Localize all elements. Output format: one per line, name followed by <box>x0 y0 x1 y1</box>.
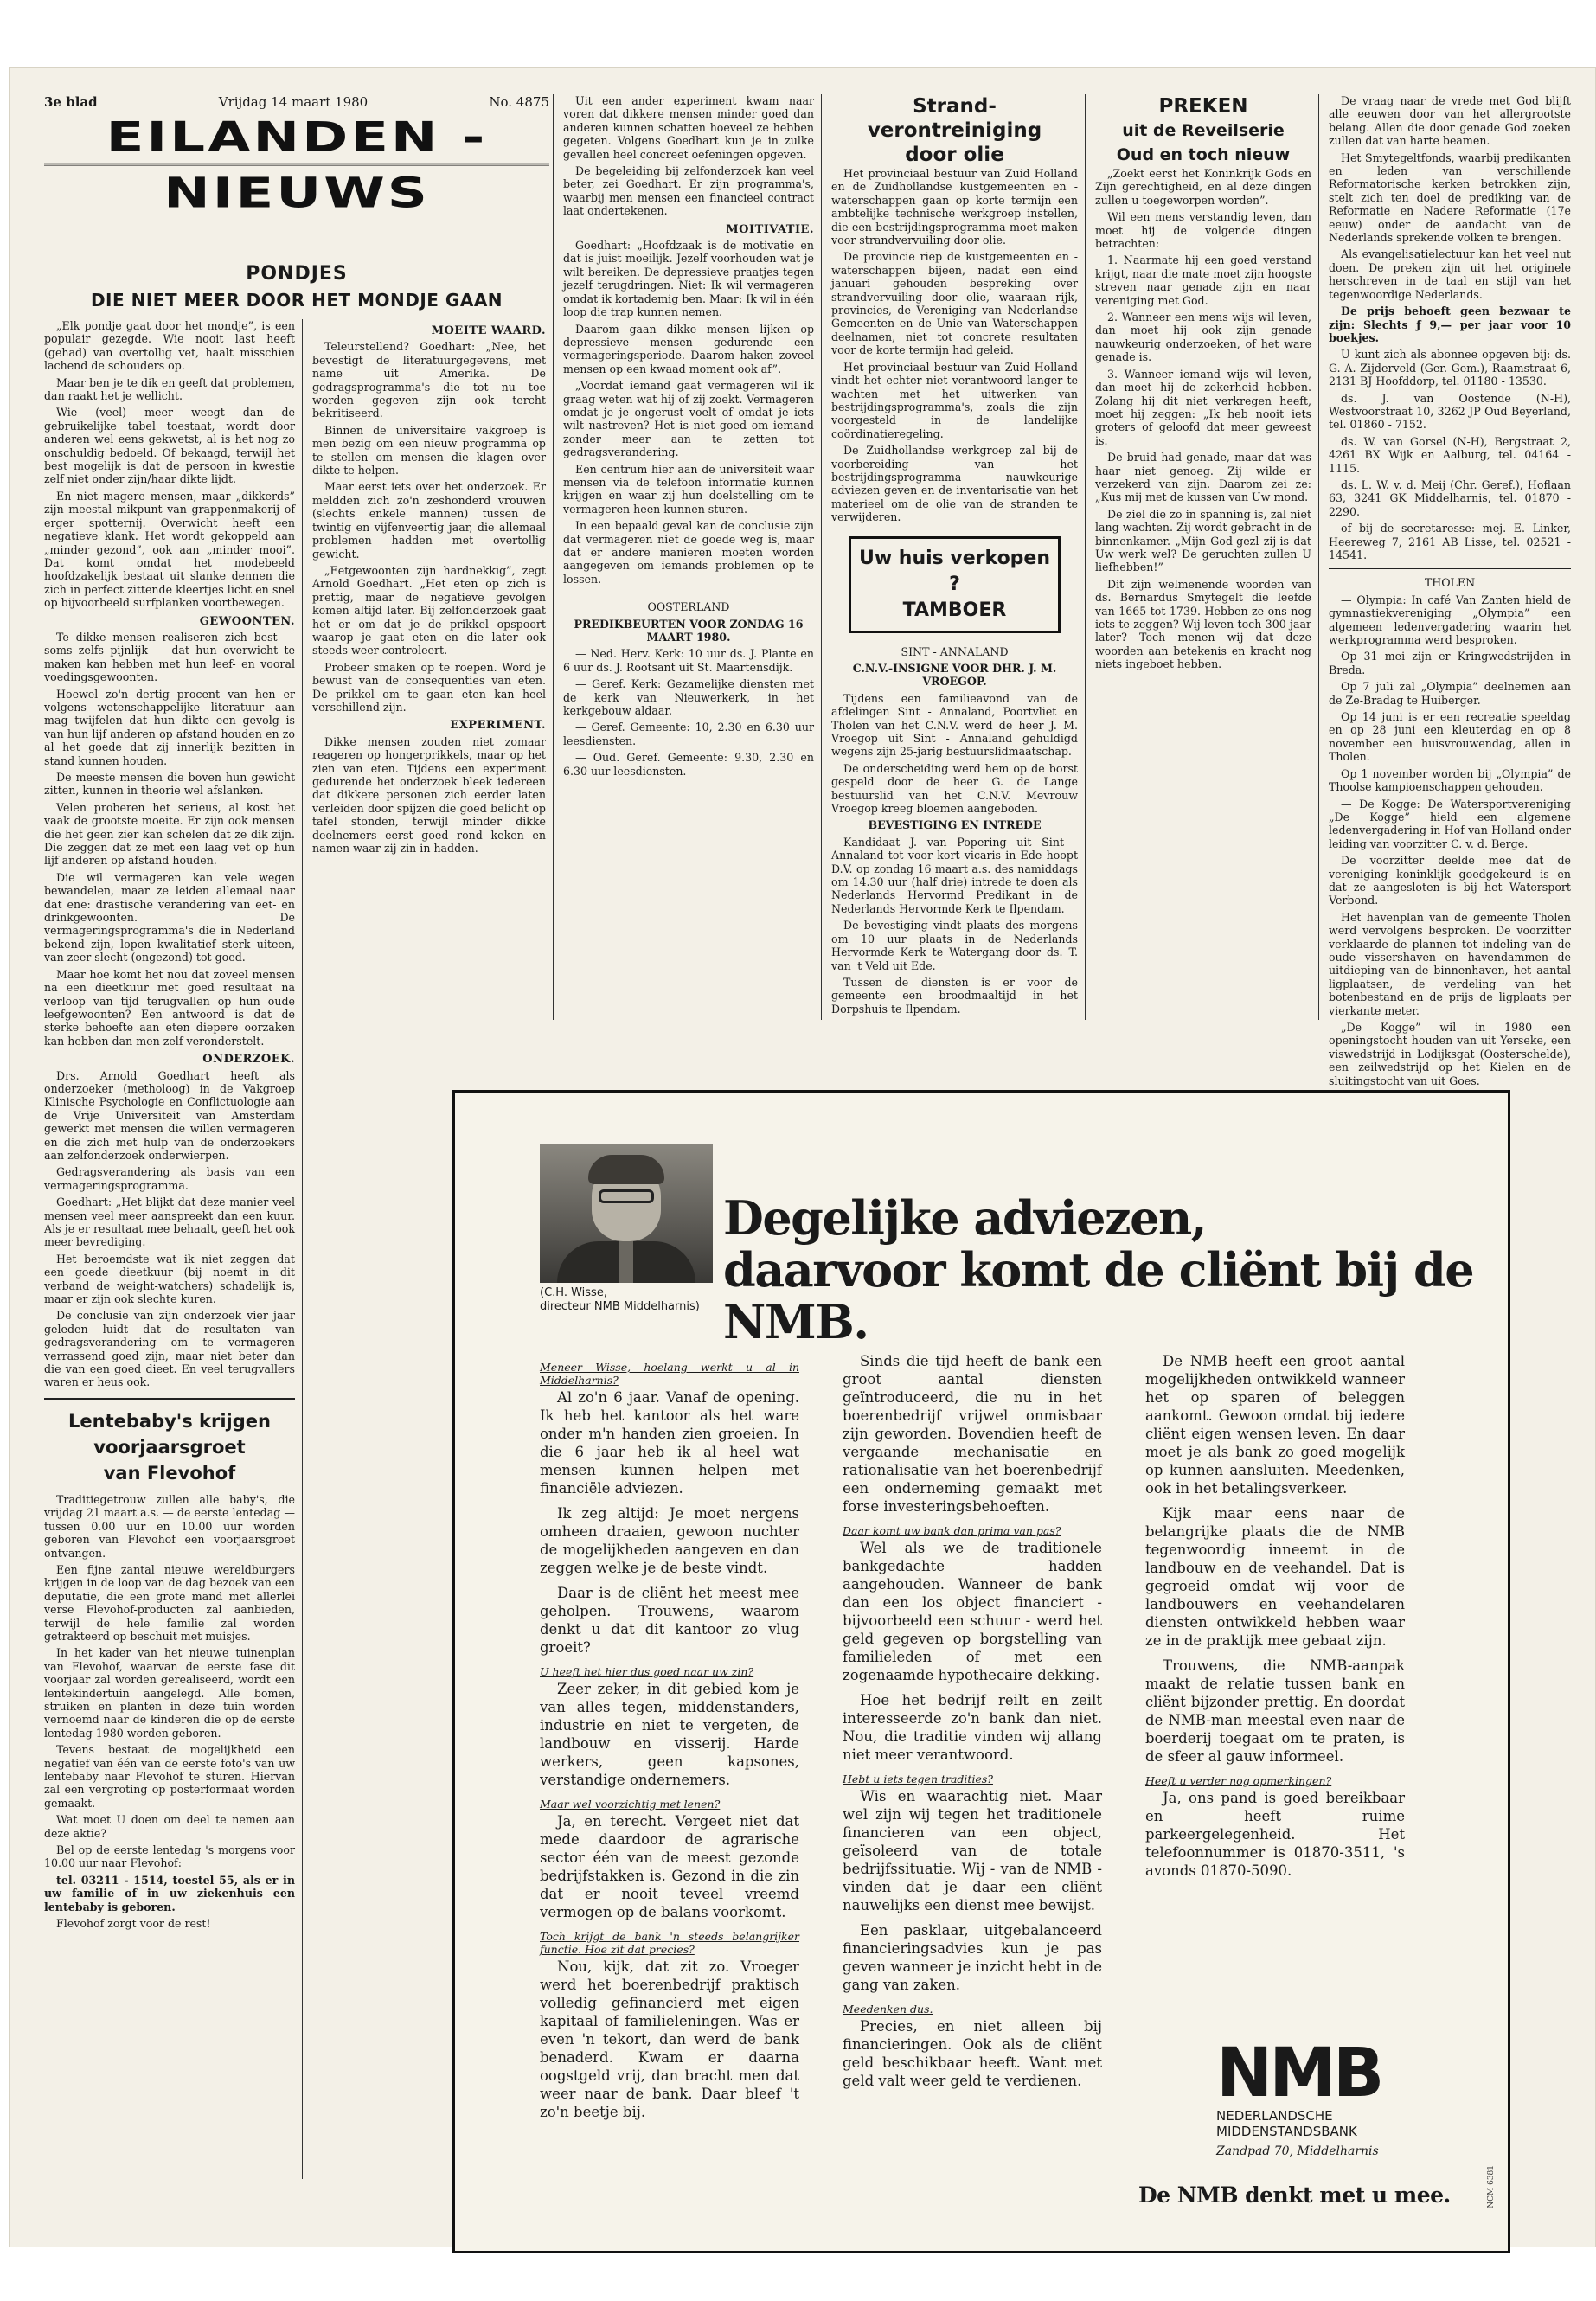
interview-question: Toch krijgt de bank 'n steeds belangrijker functie. Hoe zit dat precies? <box>540 1930 799 1956</box>
paragraph: Uit een ander experiment kwam naar voren dat dikkere mensen minder goed dan anderen kunnen schatten hoeveel ze hebben gegeten. Volgens Goedhart kun je in zulke gevallen heel concreet oefeningen opgeven. <box>563 94 814 161</box>
interview-question: Heeft u verder nog opmerkingen? <box>1145 1774 1332 1787</box>
paragraph: In een bepaald geval kan de conclusie zijn dat vermageren niet de goede weg is, maar dat er andere manieren moeten worden aangegeven om iemands problemen op te lossen. <box>563 519 814 586</box>
column-rule <box>553 94 554 1020</box>
price-info: De prijs behoeft geen bezwaar te zijn: Slechts ƒ 9,— per jaar voor 10 boekjes. <box>1329 304 1571 344</box>
interview-question: Hebt u iets tegen tradities? <box>843 1772 993 1785</box>
ad-column-2 <box>843 1352 1102 2097</box>
article-pondjes-headline <box>44 263 549 311</box>
title-line: Strand- <box>913 95 997 118</box>
page-indicator: 3e blad <box>44 94 98 110</box>
list-item: 2. Wanneer een mens wijs wil leven, dan moet hij ook zijn genade nauwkeurig onderzoeken, of het ware genade is. <box>1095 311 1311 364</box>
church-line: — Oud. Geref. Gemeente: 9.30, 2.30 en 6.30 uur leesdiensten. <box>563 751 814 778</box>
paragraph: Het havenplan van de gemeente Tholen werd vervolgens besproken. De voorzitter verklaarde de plannen tot indeling van de oude vissershaven en havendammen de uitdieping van de binnenhaven, het aantal ligplaatsen, de verdeling van het botenbestand en de prijs de ligplaats per vierkante meter. <box>1329 910 1571 1017</box>
paragraph: De conclusie van zijn onderzoek vier jaar geleden luidt dat de resultaten van gedragsverandering om te vermageren verrassend goed zijn, maar niet beter dan die van een goed dieet. En veel terugvallers waren er heus ook. <box>44 1309 295 1389</box>
portrait-hair <box>588 1155 664 1184</box>
paragraph: Gedragsverandering als basis van een vermageringsprogramma. <box>44 1165 295 1192</box>
title-line: Lentebaby's krijgen <box>68 1410 271 1432</box>
interview-answer: Een pasklaar, uitgebalanceerd financieringsadvies kun je pas geven wanneer je inzicht hebt in de gang van zaken. <box>843 1922 1102 1993</box>
masthead-info <box>44 94 549 110</box>
interview-answer: Kijk maar eens naar de belangrijke plaats die de NMB tegenwoordig inneemt in de landbouw en de veehandel. Dat is gegroeid omdat wij voor de landbouwers en veehandelaren diensten ontwikkeld hebben waar ze in de praktijk mee gebaat zijn. <box>1145 1505 1405 1649</box>
paragraph: De meeste mensen die boven hun gewicht zitten, kunnen in theorie wel afslanken. <box>44 771 295 798</box>
ad-code: NCM 6381 <box>1487 2165 1496 2208</box>
paragraph: Het beroemdste wat ik niet zeggen dat een goede dieetkuur (bij noemt in dit verband de weight-watchers) schadelijk is, maar er zijn ook slechte kuren. <box>44 1252 295 1306</box>
paragraph: De bruid had genade, maar dat was haar niet genoeg. Zij wilde er verzekerd van zijn. Daarom zei ze: „Kus mij met de kussen van Uw mond. <box>1095 451 1311 504</box>
paragraph: De begeleiding bij zelfonderzoek kan veel beter, zei Goedhart. Er zijn programma's, waarbij men mensen een financieel contract laat ondertekenen. <box>563 164 814 218</box>
paragraph: Maar eerst iets over het onderzoek. Er meldden zich zo'n zeshonderd vrouwen (slechts enkele mannen) tussen de twintig en vijfenveertig jaar, die allemaal problemen hadden met overtollig gewicht. <box>312 480 546 561</box>
paragraph: Dit zijn welmenende woorden van ds. Bernardus Smytegelt die leefde van 1665 tot 1739. Hebben ze ons nog iets te zeggen? Wij leven toch 300 jaar later? Toch menen wij dat deze woorden aan betekenis en kracht nog niets ingeboet hebben. <box>1095 577 1311 671</box>
paragraph: Kandidaat J. van Popering uit Sint - Annaland tot voor kort vicaris in Ede hoopt D.V. op zondag 16 maart a.s. des namiddags om 14.30 uur (half drie) intrede te doen als Nederlands Hervormd Predikant in de Nederlands Hervormde Kerk te Ilpendam. <box>831 835 1078 915</box>
column-5 <box>1095 94 1311 1020</box>
column-2 <box>312 319 546 1063</box>
article-preken-title <box>1095 94 1311 167</box>
paragraph: In het kader van het nieuwe tuinenplan van Flevohof, waarvan de eerste fase dit voorjaar zal worden gerealiseerd, wordt een lentekindertuin aangelegd. Alle bomen, struiken en planten in deze tuin worden vernoemd naar de kinderen die op de eerste lentedag 1980 worden geboren. <box>44 1646 295 1740</box>
paragraph: Maar hoe komt het nou dat zoveel mensen na een dieetkuur met goed resultaat na verloop van tijd terugvallen op hun oude leefgewoonten? Een antwoord is dat de sterke behoefte aan eten diepere oorzaken kan hebben dan men zelf veronderstelt. <box>44 967 295 1048</box>
list-item: 3. Wanneer iemand wijs wil leven, dan moet hij de zekerheid hebben. Zolang hij dit niet verkregen heeft, moet hij zeggen: „Ik heb nooit iets groters of geloofd dat meer geweest is. <box>1095 367 1311 447</box>
paragraph: Op 7 juli zal „Olympia” deelnemen aan de Ze-Bradag te Huiberger. <box>1329 680 1571 707</box>
paragraph: De bevestiging vindt plaats des morgens om 10 uur plaats in de Nederlands Hervormde Kerk te Watergang door ds. T. van 't Veld uit Ede. <box>831 919 1078 972</box>
church-line: — Ned. Herv. Kerk: 10 uur ds. J. Plante en 6 uur ds. J. Rootsant uit St. Maartensdijk. <box>563 647 814 674</box>
interview-question: Meedenken dus. <box>843 2003 933 2016</box>
interview-answer: Precies, en niet alleen bij financieringen. Ook als de cliënt geld beschikbaar heeft. Want met geld valt weer geld te verdienen. <box>843 2018 1102 2089</box>
interview-answer: Ja, ons pand is goed bereikbaar en heeft ruime parkeergelegenheid. Het telefoonnummer is 01870-3511, 's avonds 01870-5090. <box>1145 1790 1405 1879</box>
address: ds. J. van Oostende (N-H), Westvoorstraat 10, 3262 JP Oud Beyerland, tel. 01860 - 7152. <box>1329 391 1571 432</box>
paragraph: „Zoekt eerst het Koninkrijk Gods en Zijn gerechtigheid, en al deze dingen zullen u toegeworpen worden”. <box>1095 167 1311 207</box>
paragraph: Wat moet U doen om deel te nemen aan deze aktie? <box>44 1813 295 1840</box>
paragraph: De voorzitter deelde mee dat de vereniging koninklijk goedgekeurd is en dat ze aangesloten is bij het Watersport Verbond. <box>1329 854 1571 907</box>
contact-info: tel. 03211 - 1514, toestel 55, als er in uw familie of in uw ziekenhuis een lentebaby is geboren. <box>44 1873 295 1913</box>
paragraph: Dikke mensen zouden niet zomaar reageren op hongerprikkels, maar op het zien van eten. Tijdens een experiment gedurende het onderzoek bleek iedereen dat dikkere personen zich eerder laten verleiden door spijzen die goed belicht op tafel stonden, terwijl minder dikke deelnemers eerst goed rond keken en namen waar zij zin in hadden. <box>312 734 546 856</box>
paragraph: De vraag naar de vrede met God blijft alle eeuwen door van het allergrootste belang. Allen die door genade God zoeken zullen dat van harte beamen. <box>1329 94 1571 148</box>
interview-answer: Zeer zeker, in dit gebied kom je van alles tegen, middenstanders, industrie en niet te vergeten, de landbouw en visserij. Harde werkers, geen kapsones, verstandige ondernemers. <box>540 1681 799 1788</box>
paragraph: Een centrum hier aan de universiteit waar mensen via de telefoon informatie kunnen krijgen en waar zij hun doelstelling om te vermageren heen kunnen sturen. <box>563 462 814 516</box>
subheading: GEWOONTEN. <box>199 614 295 628</box>
paragraph: „De Kogge” wil in 1980 een openingstocht houden van uit Yerseke, een viswedstrijd in Lodijksgat (Oosterschelde), een zeilwedstrijd op het Kielen en de sluitingstocht van uit Goes. <box>1329 1021 1571 1087</box>
paragraph: Het provinciaal bestuur van Zuid Holland vindt het echter niet verantwoord langer te wachten met het uitwerken van bestrijdingsprogramma's, zoals die zijn voorgesteld in de landelijke coördinatieregeling. <box>831 360 1078 440</box>
paragraph: Het Smytegeltfonds, waarbij predikanten en leden van verschillende Reformatorische kerken betrokken zijn, stelt zich ten doel de prediking van de Reformatie en Nadere Reformatie (17e eeuw) onder de aandacht van de Nederlands sprekende volken te brengen. <box>1329 151 1571 245</box>
paragraph: — De Kogge: De Watersportvereniging „De Kogge” hield een algemene ledenvergadering in Hof van Holland onder leiding van voorzitter C. v. d. Berge. <box>1329 797 1571 850</box>
paragraph: — Olympia: In café Van Zanten hield de gymnastiekvereniging „Olympia” een algemeen ledenvergadering waarin het werkprogramma werd besproken. <box>1329 593 1571 647</box>
nmb-advertisement <box>452 1090 1510 2253</box>
subheading: MOITIVATIE. <box>726 222 814 236</box>
interview-question: Maar wel voorzichtig met lenen? <box>540 1798 721 1811</box>
interview-answer: Ik zeg altijd: Je moet nergens omheen draaien, gewoon nuchter de mogelijkheden aangeven en dan zeggen welke je de beste vindt. <box>540 1505 799 1576</box>
column-4 <box>831 94 1078 1020</box>
bank-name-line: NEDERLANDSCHE <box>1216 2108 1333 2124</box>
title-line: voorjaarsgroet <box>93 1436 246 1458</box>
column-rule <box>302 319 303 2179</box>
box-line: TAMBOER <box>902 599 1007 621</box>
paragraph: Tijdens een familieavond van de afdelingen Sint - Annaland, Poortvliet en Tholen van het C.N.V. werd de heer J. M. Vroegop uit Sint - Annaland gehuldigd wegens zijn 25-jarig bestuurslidmaatschap. <box>831 691 1078 759</box>
paragraph: Wie (veel) meer weegt dan de gebruikelijke tabel toestaat, wordt door anderen wel eens gekwetst, al is het nog zo onschuldig bedoeld. Of bekaagd, terwijl het best mogelijk is dat de persoon in kwestie zelf niet onder zijn/haar dikte lijdt. <box>44 406 295 486</box>
issue-date: Vrijdag 14 maart 1980 <box>218 94 369 110</box>
director-portrait <box>540 1144 713 1283</box>
bank-slogan: De NMB denkt met u mee. <box>1138 2182 1451 2208</box>
tamboer-ad-box <box>849 536 1061 633</box>
title-line: uit de Reveilserie <box>1122 121 1285 140</box>
address: ds. L. W. v. d. Meij (Chr. Geref.), Hoflaan 63, 3241 GK Middelharnis, tel. 01870 - 2290. <box>1329 478 1571 518</box>
address: U kunt zich als abonnee opgeven bij: ds. G. A. Zijderveld (Ger. Gem.), Raamstraat 6, 2131 BJ Hoofddorp, tel. 01180 - 13530. <box>1329 348 1571 388</box>
paragraph: Die wil vermageren kan vele wegen bewandelen, maar ze leiden allemaal naar dat ene: drastische verandering van eet- en drinkgewoonten. De vermageringsprogramma's die in Nederland bekend zijn, lopen kwalitatief sterk uiteen, van zeer slecht (ongezond) tot goed. <box>44 870 295 965</box>
column-rule <box>821 94 822 1020</box>
paragraph: De provincie riep de kustgemeenten en -waterschappen bijeen, nadat een eind januari gehouden bespreking over strandvervuiling door olie, waaraan rijk, provincies, de Vereniging van Nederlandse Gemeenten en de Unie van Waterschappen deelnamen, niet tot concrete resultaten voor de korte termijn had geleid. <box>831 250 1078 357</box>
interview-answer: De NMB heeft een groot aantal mogelijkheden ontwikkeld wanneer het op sparen of beleggen aankomt. Gewoon omdat bij iedere cliënt eigen wensen leven. En daar moet je als bank zo goed mogelijk op kunnen aansluiten. Meedenken, ook in het betalingsverkeer. <box>1145 1353 1405 1497</box>
column-3 <box>563 94 814 1020</box>
paragraph: Op 31 mei zijn er Kringwedstrijden in Breda. <box>1329 650 1571 676</box>
church-line: — Geref. Kerk: Gezamelijke diensten met de kerk van Nieuwerkerk, in het kerkgebouw aldaar. <box>563 677 814 718</box>
title-line: Oud en toch nieuw <box>1116 145 1291 164</box>
paragraph: Te dikke mensen realiseren zich best — soms zelfs pijnlijk — dat hun overwicht te maken kan hebben met hun leef- en vooral voedingsgewoonten. <box>44 630 295 684</box>
newspaper-page <box>9 67 1596 2247</box>
title-line: van Flevohof <box>103 1462 236 1484</box>
subheading: BEVESTIGING EN INTREDE <box>868 818 1042 832</box>
interview-answer: Ja, en terecht. Vergeet niet dat mede daardoor de agrarische sector één van de meest gezonde bedrijfstakken is. Gezond in die zin dat er nooit teveel vreemd vermogen op de balans voorkomt. <box>540 1813 799 1920</box>
interview-question: Daar komt uw bank dan prima van pas? <box>843 1524 1061 1537</box>
paragraph: Hoewel zo'n dertig procent van hen er volgens wetenschappelijke literatuur aan mag twijfelen dat hun dikte een gevolg is van hun lijf anderen op afstand houden en zo al het goede dat zij innerlijk bezitten in stand kunnen houden. <box>44 687 295 767</box>
portrait-caption <box>540 1286 700 1314</box>
interview-answer: Daar is de cliënt het meest mee geholpen. Trouwens, waarom denkt u dat dit kantoor zo vlug groeit? <box>540 1585 799 1656</box>
paragraph: Maar ben je te dik en geeft dat problemen, dan raakt het je wellicht. <box>44 375 295 403</box>
section-title: PREDIKBEURTEN VOOR ZONDAG 16 MAART 1980. <box>574 617 804 644</box>
bank-name <box>1216 2108 1357 2139</box>
paragraph: Probeer smaken op te roepen. Word je bewust van de consequenties van eten. De prikkel om te gaan eten kan heel verschillend zijn. <box>312 660 546 714</box>
paragraph: Bel op de eerste lentedag 's morgens voor 10.00 uur naar Flevohof: <box>44 1843 295 1870</box>
subheading: EXPERIMENT. <box>450 719 546 733</box>
paragraph: De ziel die zo in spanning is, zal niet lang wachten. Zij wordt gebracht in de binnenkamer. „Mijn God-gezl zij-is dat Uw werk wel? De geruchten zullen U liefhebben!” <box>1095 507 1311 574</box>
title-line: PREKEN <box>1158 95 1248 118</box>
interview-answer: Al zo'n 6 jaar. Vanaf de opening. Ik heb het kantoor als het ware onder m'n handen zien groeien. In die 6 jaar heb ik al heel wat mensen kunnen helpen met financiële adviezen. <box>540 1389 799 1497</box>
column-rule <box>1318 94 1319 1020</box>
place-heading: SINT - ANNALAND <box>901 644 1009 658</box>
divider <box>1329 568 1571 569</box>
bank-name-line: MIDDENSTANDSBANK <box>1216 2124 1357 2139</box>
section-heading: THOLEN <box>1424 576 1476 590</box>
paragraph: Op 1 november worden bij „Olympia” de Thoolse kampioenschappen gehouden. <box>1329 766 1571 794</box>
ad-column-3 <box>1145 1352 1405 2035</box>
list-item: 1. Naarmate hij een goed verstand krijgt, naar die mate moet zijn hoogste streven naar genade zijn en naar vereniging met God. <box>1095 253 1311 307</box>
headline-line: Degelijke adviezen, <box>723 1190 1207 1246</box>
divider <box>44 1398 295 1400</box>
ad-column-1 <box>540 1352 799 2128</box>
title-line: verontreiniging <box>867 119 1042 142</box>
paragraph: Traditiegetrouw zullen alle baby's, die vrijdag 21 maart a.s. — de eerste lentedag — tussen 0.00 uur en 10.00 uur worden geboren van Flevohof een voorjaarsgroet ontvangen. <box>44 1492 295 1560</box>
paragraph: Drs. Arnold Goedhart heeft als onderzoeker (metholoog) in de Vakgroep Klinische Psychologie en Conflictuologie aan de Vrije Universiteit van Amsterdam gewerkt met mensen die willen vermageren en die zich met hulp van de onderzoekers aan zelfonderzoek onderwierpen. <box>44 1068 295 1162</box>
column-6 <box>1329 94 1571 1087</box>
ad-headline <box>723 1192 1502 1348</box>
paragraph: Goedhart: „Hoofdzaak is de motivatie en dat is juist moeilijk. Jezelf voorhouden wat je wilt bereiken. De depressieve praatjes tegen jezelf terugdringen. Niet: Ik wil vermageren omdat ik kortademig ben. Maar: Ik wil in één loop die trap kunnen nemen. <box>563 239 814 319</box>
interview-question: Meneer Wisse, hoelang werkt u al in Middelharnis? <box>540 1361 799 1387</box>
article-pondjes-subtitle: DIE NIET MEER DOOR HET MONDJE GAAN <box>90 290 503 311</box>
interview-answer: Wel als we de traditionele bankgedachte hadden aangehouden. Wanneer de bank dan een los object financiert - bijvoorbeeld een schuur - werd het geld gegeven op borgstelling van familieleden of met een zogenaamde hypothecaire dekking. <box>843 1540 1102 1683</box>
paragraph: Wil een mens verstandig leven, dan moet hij de volgende dingen betrachten: <box>1095 210 1311 251</box>
section-title: C.N.V.-INSIGNE VOOR DHR. J. M. VROEGOP. <box>852 661 1057 689</box>
paragraph: „Eetgewoonten zijn hardnekkig”, zegt Arnold Goedhart. „Het eten op zich is prettig, maar de negatieve gevolgen komen altijd later. Bij zelfonderzoek gaat het er om dat je de prikkel opspoort waarop je gaat eten en die later ook steeds weer controleert. <box>312 563 546 657</box>
caption-role: directeur NMB Middelharnis) <box>540 1300 700 1313</box>
paragraph: Teleurstellend? Goedhart: „Nee, het bevestigt de literatuurgegevens, met name uit Amerika. De gedragsprogramma's die tot nu toe worden gegeven zijn ook tercht bekritiseerd. <box>312 340 546 420</box>
column-rule <box>1085 94 1086 1020</box>
paragraph: „Elk pondje gaat door het mondje”, is een populair gezegde. Wie nooit last heeft (gehad) van overtollig vet, haalt misschien lachend de schouders op. <box>44 319 295 373</box>
paragraph: De onderscheiding werd hem op de borst gespeld door de heer G. de Lange bestuurslid van het C.N.V. Mevrouw Vroegop kreeg bloemen aangeboden. <box>831 761 1078 816</box>
subheading: ONDERZOEK. <box>202 1053 295 1067</box>
interview-answer: Wis en waarachtig niet. Maar wel zijn wij tegen het traditionele financieren van een object, geïsoleerd van de totale bedrijfssituatie. Wij - van de NMB - vinden dat je daar een cliënt nauwelijks een dienst mee bewijst. <box>843 1788 1102 1913</box>
interview-answer: Nou, kijk, dat zit zo. Vroeger werd het boerenbedrijf praktisch volledig gefinancierd met eigen kapitaal of familieleningen. Was er even 'n tekort, dan werd de bank benaderd. Kwam er daarna oogstgeld vrij, dan bracht men dat weer naar de bank. Daar bleef 't zo'n beetje bij. <box>540 1958 799 2120</box>
paragraph: Als evangelisatielectuur kan het veel nut doen. De preken zijn uit het originele herschreven in de taal en stijl van het tegenwoordige Nederlands. <box>1329 247 1571 301</box>
paragraph: En niet magere mensen, maar „dikkerds” zijn meestal mikpunt van grappenmakerij of erger spotternij. Overwicht heeft een negatieve klank. Het wordt gekoppeld aan „minder gezond”, ook aan „minder mooi”. Dat komt omdat het modebeeld hoofdzakelijk bestaat uit slanke dennen die zich in perfect zittende kleertjes licht en snel op bijvoorbeeld surfplanken voortbewegen. <box>44 489 295 610</box>
paragraph: Flevohof zorgt voor de rest! <box>56 1917 211 1931</box>
portrait-tie <box>619 1241 633 1283</box>
bank-address: Zandpad 70, Middelharnis <box>1216 2144 1379 2158</box>
paragraph: Een fijne zantal nieuwe wereldburgers krijgen in de loop van de dag bezoek van een deputatie, die een grote mand met allerlei verse Flevohof-producten zal aanbieden, terwijl de hele familie zal worden getrakteerd op beschuit met muisjes. <box>44 1562 295 1643</box>
paragraph: Velen proberen het serieus, al kost het vaak de grootste moeite. Er zijn ook mensen die het geen zier kan schelen dat ze dik zijn. Die zeggen dat ze met een laag vet op hun lijf anderen op afstand houden. <box>44 800 295 868</box>
interview-answer: Hoe het bedrijf reilt en zeilt interesseerde zo'n bank dan niet. Nou, die traditie vinden wij allang niet meer verantwoord. <box>843 1692 1102 1763</box>
headline-line: daarvoor komt de cliënt bij de NMB. <box>723 1242 1474 1349</box>
title-line: door olie <box>905 144 1004 166</box>
newspaper-title: EILANDEN - NIEUWS <box>44 110 549 166</box>
address: of bij de secretaresse: mej. E. Linker, Heereweg 7, 2161 AB Lisse, tel. 02521 - 14541. <box>1329 522 1571 561</box>
interview-question: U heeft het hier dus goed naar uw zin? <box>540 1665 754 1678</box>
paragraph: Tevens bestaat de mogelijkheid een negatief van één van de eerste foto's van uw lentebaby naar Flevohof te sturen. Hiervan zal een vergroting op posterformaat worden gemaakt. <box>44 1743 295 1810</box>
issue-number: No. 4875 <box>489 94 549 110</box>
church-line: — Geref. Gemeente: 10, 2.30 en 6.30 uur leesdiensten. <box>563 721 814 747</box>
interview-answer: Sinds die tijd heeft de bank een groot aantal diensten geïntroduceerd, die nu in het boerenbedrijf vrijwel onmisbaar zijn geworden. Bovendien heeft de vergaande mechanisatie en rationalisatie van het boerenbedrijf een onderneming gemaakt met forse investeringsbehoeften. <box>843 1353 1102 1515</box>
paragraph: Binnen de universitaire vakgroep is men bezig om een nieuw programma op te stellen om mensen die klagen over dikte te helpen. <box>312 423 546 478</box>
paragraph: Goedhart: „Het blijkt dat deze manier veel mensen veel meer aanspreekt dan een kuur. Als je er resultaat mee behaalt, geeft het ook meer bevrediging. <box>44 1195 295 1249</box>
caption-name: (C.H. Wisse, <box>540 1286 607 1299</box>
subheading: MOEITE WAARD. <box>431 324 546 337</box>
portrait-glasses <box>599 1189 654 1203</box>
article-pondjes-title: PONDJES <box>246 263 348 285</box>
paragraph: Op 14 juni is er een recreatie speeldag en op 28 juni een kleuterdag en op 8 november een huisvrouwendag, allen in Tholen. <box>1329 710 1571 764</box>
paragraph: Het provinciaal bestuur van Zuid Holland en de Zuidhollandse kustgemeenten en -waterschappen gaan op korte termijn een ambtelijke technische werkgroep instellen, die een bestrijdingsprogramma moet maken voor strandvervuiling door olie. <box>831 167 1078 247</box>
section-heading: OOSTERLAND <box>647 600 730 614</box>
address: ds. W. van Gorsel (N-H), Bergstraat 2, 4261 BX Wijk en Aalburg, tel. 04164 - 1115. <box>1329 434 1571 475</box>
paragraph: Tussen de diensten is er voor de gemeente een broodmaaltijd in het Dorpshuis te Ilpendam. <box>831 975 1078 1016</box>
article-lentebaby-title <box>44 1408 295 1486</box>
paragraph: Daarom gaan dikke mensen lijken op depressieve mensen gedurende een vermageringsperiode. Daarom haken zoveel mensen op een kwaad moment ook af”. <box>563 322 814 375</box>
paragraph: „Voordat iemand gaat vermageren wil ik graag weten wat hij of zij zoekt. Vermageren omdat je je ongerust voelt of omdat je iets wilt nastreven? Het is niet goed om iemand zonder meer aan te zetten tot gedragsverandering. <box>563 379 814 459</box>
nmb-logo: NMB <box>1216 2035 1381 2112</box>
article-strand-title <box>831 94 1078 167</box>
box-line: Uw huis verkopen ? <box>858 547 1051 595</box>
interview-answer: Trouwens, die NMB-aanpak maakt de relatie tussen bank en cliënt bijzonder prettig. En doordat de NMB-man meestal even naar de boerderij toegaat om te praten, is de sfeer al gauw informeel. <box>1145 1657 1405 1765</box>
column-1 <box>44 319 295 2179</box>
paragraph: De Zuidhollandse werkgroep zal bij de voorbereiding van het bestrijdingsprogramma nauwkeurige adviezen geven en de inventarisatie van het materieel om de olie van de stranden te verwijderen. <box>831 444 1078 524</box>
